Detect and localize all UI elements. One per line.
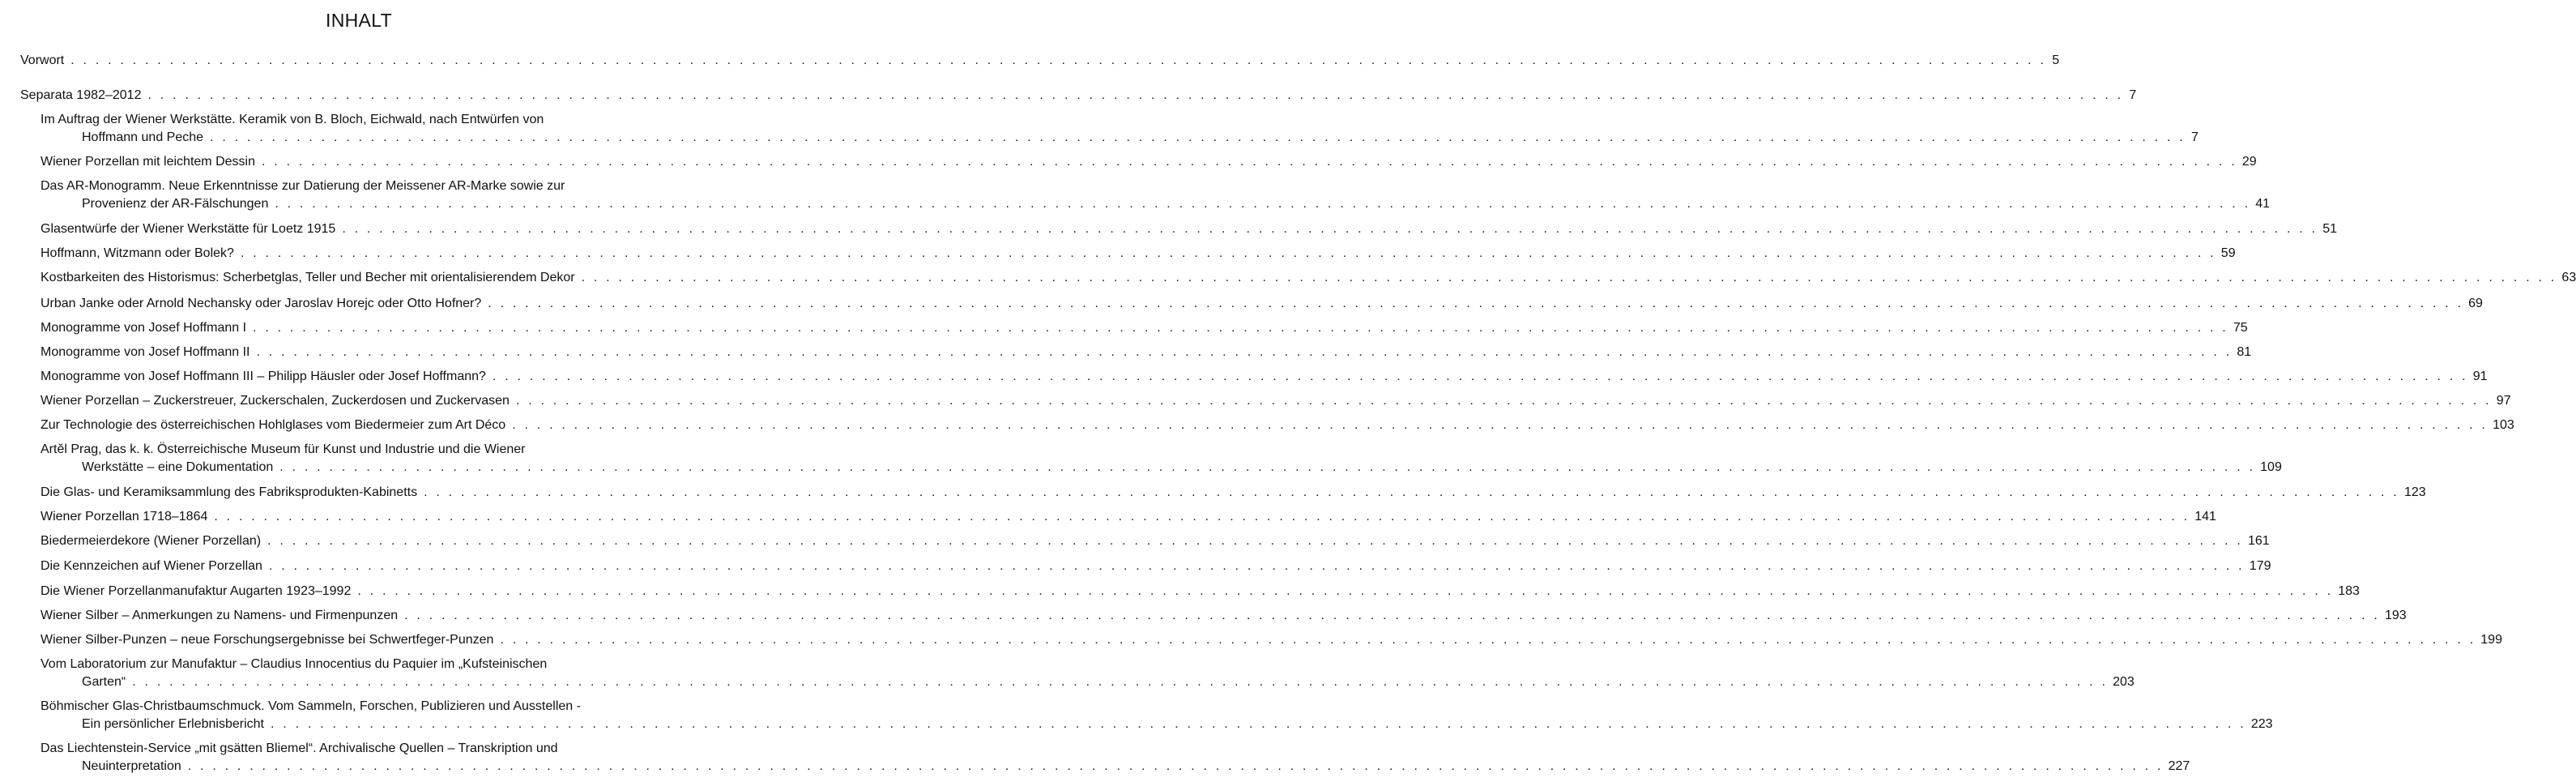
page-number: 75 [2233, 321, 2248, 335]
toc-entry[interactable] [41, 631, 2502, 649]
toc-entry[interactable] [41, 344, 2252, 361]
dot-leader: . . . . . . . . . . . . . . . . . . . . . . . . . . . . . . . . . . . . . . . . . . . . . . . . . . . . . . . . . . . . . . . . . . . . . . . . . . . . . . . . . . . . . . . . . . . . . . . . . . . . . . . . . . . . . . . . . . . . . . . . . . . . . . . . . . . . . . . . . . . . . . . . . . . . . . . . . . . . . . . . [424, 485, 2399, 499]
toc-entry[interactable] [41, 441, 2282, 476]
dot-leader: . . . . . . . . . . . . . . . . . . . . . . . . . . . . . . . . . . . . . . . . . . . . . . . . . . . . . . . . . . . . . . . . . . . . . . . . . . . . . . . . . . . . . . . . . . . . . . . . . . . . . . . . . . . . . . . . . . . . . . . . . . . . . . . . . . . . . . . . . . . . . . . . . . . . . . . . . . . . . . . . [214, 510, 2190, 523]
dot-leader: . . . . . . . . . . . . . . . . . . . . . . . . . . . . . . . . . . . . . . . . . . . . . . . . . . . . . . . . . . . . . . . . . . . . . . . . . . . . . . . . . . . . . . . . . . . . . . . . . . . . . . . . . . . . . . . . . . . . . . . . . . . . . . . . . . . . . . . . . . . . . . . . . . . . . . . . . . . . . . . . [147, 88, 2124, 102]
page-title: INHALT [326, 10, 392, 31]
entry-title-line: Vom Laboratorium zur Manufaktur – Claudius Innocentius du Paquier im „Kufsteinischen [41, 657, 548, 671]
page-number: 183 [2338, 584, 2360, 598]
entry-title: Vorwort [20, 53, 65, 67]
dot-leader: . . . . . . . . . . . . . . . . . . . . . . . . . . . . . . . . . . . . . . . . . . . . . . . . . . . . . . . . . . . . . . . . . . . . . . . . . . . . . . . . . . . . . . . . . . . . . . . . . . . . . . . . . . . . . . . . . . . . . . . . . . . . . . . . . . . . . . . . . . . . . . . . . . . . . . . . . . . . . . . . [240, 246, 2216, 260]
dot-leader: . . . . . . . . . . . . . . . . . . . . . . . . . . . . . . . . . . . . . . . . . . . . . . . . . . . . . . . . . . . . . . . . . . . . . . . . . . . . . . . . . . . . . . . . . . . . . . . . . . . . . . . . . . . . . . . . . . . . . . . . . . . . . . . . . . . . . . . . . . . . . . . . . . . . . . . . . . . . . . . . [342, 222, 2318, 236]
dot-leader: . . . . . . . . . . . . . . . . . . . . . . . . . . . . . . . . . . . . . . . . . . . . . . . . . . . . . . . . . . . . . . . . . . . . . . . . . . . . . . . . . . . . . . . . . . . . . . . . . . . . . . . . . . . . . . . . . . . . . . . . . . . . . . . . . . . . . . . . . . . . . . . . . . . . . . . . . . . . . . . . [268, 559, 2245, 573]
entry-title-line: Im Auftrag der Wiener Werkstätte. Keramik von B. Bloch, Eichwald, nach Entwürfen von [41, 113, 544, 126]
dot-leader: . . . . . . . . . . . . . . . . . . . . . . . . . . . . . . . . . . . . . . . . . . . . . . . . . . . . . . . . . . . . . . . . . . . . . . . . . . . . . . . . . . . . . . . . . . . . . . . . . . . . . . . . . . . . . . . . . . . . . . . . . . . . . . . . . . . . . . . . . . . . . . . . . . . . . . . . . . . . . . . . [279, 460, 2256, 474]
entry-title: Wiener Silber-Punzen – neue Forschungsergebnisse bei Schwertfeger-Punzen [41, 633, 494, 647]
page-number: 141 [2194, 510, 2216, 523]
toc-entry[interactable] [41, 245, 2236, 263]
dot-leader: . . . . . . . . . . . . . . . . . . . . . . . . . . . . . . . . . . . . . . . . . . . . . . . . . . . . . . . . . . . . . . . . . . . . . . . . . . . . . . . . . . . . . . . . . . . . . . . . . . . . . . . . . . . . . . . . . . . . . . . . . . . . . . . . . . . . . . . . . . . . . . . . . . . . . . . . . . . . . . . . [256, 345, 2233, 359]
dot-leader: . . . . . . . . . . . . . . . . . . . . . . . . . . . . . . . . . . . . . . . . . . . . . . . . . . . . . . . . . . . . . . . . . . . . . . . . . . . . . . . . . . . . . . . . . . . . . . . . . . . . . . . . . . . . . . . . . . . . . . . . . . . . . . . . . . . . . . . . . . . . . . . . . . . . . . . . . . . . . . . . [500, 633, 2476, 647]
page-number: 7 [2129, 88, 2137, 102]
page-number: 5 [2052, 53, 2060, 67]
toc-entry[interactable] [41, 177, 2271, 213]
entry-title: Separata 1982–2012 [20, 88, 142, 102]
entry-title-line: Böhmischer Glas-Christbaumschmuck. Vom Sammeln, Forschen, Publizieren und Ausstellen - [41, 699, 581, 713]
dot-leader: . . . . . . . . . . . . . . . . . . . . . . . . . . . . . . . . . . . . . . . . . . . . . . . . . . . . . . . . . . . . . . . . . . . . . . . . . . . . . . . . . . . . . . . . . . . . . . . . . . . . . . . . . . . . . . . . . . . . . . . . . . . . . . . . . . . . . . . . . . . . . . . . . . . . . . . . . . . . . . . . [512, 418, 2489, 432]
page-number: 227 [2168, 759, 2190, 773]
dot-leader: . . . . . . . . . . . . . . . . . . . . . . . . . . . . . . . . . . . . . . . . . . . . . . . . . . . . . . . . . . . . . . . . . . . . . . . . . . . . . . . . . . . . . . . . . . . . . . . . . . . . . . . . . . . . . . . . . . . . . . . . . . . . . . . . . . . . . . . . . . . . . . . . . . . . . . . . . . . . . . . . [267, 534, 2243, 548]
dot-leader: . . . . . . . . . . . . . . . . . . . . . . . . . . . . . . . . . . . . . . . . . . . . . . . . . . . . . . . . . . . . . . . . . . . . . . . . . . . . . . . . . . . . . . . . . . . . . . . . . . . . . . . . . . . . . . . . . . . . . . . . . . . . . . . . . . . . . . . . . . . . . . . . . . . . . . . . . . . . . . . . [187, 759, 2164, 773]
dot-leader: . . . . . . . . . . . . . . . . . . . . . . . . . . . . . . . . . . . . . . . . . . . . . . . . . . . . . . . . . . . . . . . . . . . . . . . . . . . . . . . . . . . . . . . . . . . . . . . . . . . . . . . . . . . . . . . . . . . . . . . . . . . . . . . . . . . . . . . . . . . . . . . . . . . . . . . . . . . . . . . . [488, 297, 2464, 310]
toc-entry[interactable] [41, 607, 2407, 625]
dot-leader: . . . . . . . . . . . . . . . . . . . . . . . . . . . . . . . . . . . . . . . . . . . . . . . . . . . . . . . . . . . . . . . . . . . . . . . . . . . . . . . . . . . . . . . . . . . . . . . . . . . . . . . . . . . . . . . . . . . . . . . . . . . . . . . . . . . . . . . . . . . . . . . . . . . . . . . . . . . . . . . . [253, 321, 2228, 335]
entry-title-cont: Neuinterpretation [82, 759, 181, 773]
entry-title: Wiener Porzellan mit leichtem Dessin [41, 155, 255, 169]
entry-title: Urban Janke oder Arnold Nechansky oder Jaroslav Horejc oder Otto Hofner? [41, 297, 482, 310]
toc-entry[interactable] [41, 583, 2360, 600]
dot-leader: . . . . . . . . . . . . . . . . . . . . . . . . . . . . . . . . . . . . . . . . . . . . . . . . . . . . . . . . . . . . . . . . . . . . . . . . . . . . . . . . . . . . . . . . . . . . . . . . . . . . . . . . . . . . . . . . . . . . . . . . . . . . . . . . . . . . . . . . . . . . . . . . . . . . . . . . . . . . . . . . [404, 609, 2380, 622]
entry-title: Die Wiener Porzellanmanufaktur Augarten 1923–1992 [41, 584, 352, 598]
toc-entry[interactable] [41, 295, 2483, 313]
dot-leader: . . . . . . . . . . . . . . . . . . . . . . . . . . . . . . . . . . . . . . . . . . . . . . . . . . . . . . . . . . . . . . . . . . . . . . . . . . . . . . . . . . . . . . . . . . . . . . . . . . . . . . . . . . . . . . . . . . . . . . . . . . . . . . . . . . . . . . . . . . . . . . . . . . . . . . . . . . . . . . . . [492, 370, 2468, 383]
page-number: 97 [2496, 394, 2511, 408]
toc-entry[interactable] [41, 368, 2488, 386]
entry-title-line: Artěl Prag, das k. k. Österreichische Museum für Kunst und Industrie und die Wiener [41, 442, 526, 456]
page-number: 81 [2237, 345, 2252, 359]
dot-leader: . . . . . . . . . . . . . . . . . . . . . . . . . . . . . . . . . . . . . . . . . . . . . . . . . . . . . . . . . . . . . . . . . . . . . . . . . . . . . . . . . . . . . . . . . . . . . . . . . . . . . . . . . . . . . . . . . . . . . . . . . . . . . . . . . . . . . . . . . . . . . . . . . . . . . . . . . . . . . . . . [132, 675, 2109, 689]
dot-leader: . . . . . . . . . . . . . . . . . . . . . . . . . . . . . . . . . . . . . . . . . . . . . . . . . . . . . . . . . . . . . . . . . . . . . . . . . . . . . . . . . . . . . . . . . . . . . . . . . . . . . . . . . . . . . . . . . . . . . . . . . . . . . . . . . . . . . . . . . . . . . . . . . . . . . . . . . . . . . . . . [271, 717, 2246, 731]
toc-entry[interactable] [41, 319, 2248, 337]
page-number: 161 [2247, 534, 2270, 548]
entry-title-cont: Hoffmann und Peche [82, 130, 204, 144]
toc-entry[interactable] [41, 558, 2271, 575]
entry-title: Hoffmann, Witzmann oder Bolek? [41, 246, 234, 260]
dot-leader: . . . . . . . . . . . . . . . . . . . . . . . . . . . . . . . . . . . . . . . . . . . . . . . . . . . . . . . . . . . . . . . . . . . . . . . . . . . . . . . . . . . . . . . . . . . . . . . . . . . . . . . . . . . . . . . . . . . . . . . . . . . . . . . . . . . . . . . . . . . . . . . . . . . . . . . . . . . . . . . . [261, 155, 2237, 169]
entry-title: Wiener Porzellan 1718–1864 [41, 510, 208, 523]
page-number: 203 [2113, 675, 2135, 689]
page-number: 193 [2384, 609, 2407, 622]
page-number: 41 [2255, 197, 2271, 211]
entry-title: Monogramme von Josef Hoffmann I [41, 321, 247, 335]
page-number: 63 [2561, 271, 2576, 284]
entry-title: Biedermeierdekore (Wiener Porzellan) [41, 534, 262, 548]
entry-title: Kostbarkeiten des Historismus: Scherbetglas, Teller und Becher mit orientalisierendem Dekor [41, 271, 575, 284]
entry-title: Wiener Porzellan – Zuckerstreuer, Zuckerschalen, Zuckerdosen und Zuckervasen [41, 394, 510, 408]
dot-leader: . . . . . . . . . . . . . . . . . . . . . . . . . . . . . . . . . . . . . . . . . . . . . . . . . . . . . . . . . . . . . . . . . . . . . . . . . . . . . . . . . . . . . . . . . . . . . . . . . . . . . . . . . . . . . . . . . . . . . . . . . . . . . . . . . . . . . . . . . . . . . . . . . . . . . . . . . . . . . . . . [210, 130, 2186, 144]
toc-entry[interactable] [20, 52, 2060, 70]
entry-title-cont: Garten“ [82, 675, 126, 689]
dot-leader: . . . . . . . . . . . . . . . . . . . . . . . . . . . . . . . . . . . . . . . . . . . . . . . . . . . . . . . . . . . . . . . . . . . . . . . . . . . . . . . . . . . . . . . . . . . . . . . . . . . . . . . . . . . . . . . . . . . . . . . . . . . . . . . . . . . . . . . . . . . . . . . . . . . . . . . . . . . . . . . . [515, 394, 2492, 408]
page-number: 199 [2480, 633, 2502, 647]
page-number: 69 [2468, 297, 2483, 310]
toc-entry[interactable] [41, 740, 2190, 776]
page-number: 103 [2493, 418, 2514, 432]
entry-title: Die Kennzeichen auf Wiener Porzellan [41, 559, 262, 573]
entry-title-cont: Ein persönlicher Erlebnisbericht [82, 717, 264, 731]
dot-leader: . . . . . . . . . . . . . . . . . . . . . . . . . . . . . . . . . . . . . . . . . . . . . . . . . . . . . . . . . . . . . . . . . . . . . . . . . . . . . . . . . . . . . . . . . . . . . . . . . . . . . . . . . . . . . . . . . . . . . . . . . . . . . . . . . . . . . . . . . . . . . . . . . . . . . . . . . . . . . . . . [70, 53, 2047, 67]
toc-entry[interactable] [41, 698, 2273, 733]
toc-entry[interactable] [41, 392, 2511, 410]
page-number: 123 [2403, 485, 2426, 499]
toc-entry[interactable] [41, 153, 2257, 171]
page-number: 223 [2250, 717, 2273, 731]
toc-entry[interactable] [20, 87, 2137, 105]
page-number: 179 [2249, 559, 2271, 573]
toc-entry[interactable] [41, 220, 2337, 238]
page-number: 7 [2190, 130, 2199, 144]
page-number: 51 [2322, 222, 2337, 236]
entry-title: Monogramme von Josef Hoffmann II [41, 345, 250, 359]
toc-entry[interactable] [41, 417, 2514, 434]
page-number: 91 [2472, 370, 2488, 383]
page-number: 29 [2241, 155, 2257, 169]
toc-entry[interactable] [41, 269, 2576, 287]
dot-leader: . . . . . . . . . . . . . . . . . . . . . . . . . . . . . . . . . . . . . . . . . . . . . . . . . . . . . . . . . . . . . . . . . . . . . . . . . . . . . . . . . . . . . . . . . . . . . . . . . . . . . . . . . . . . . . . . . . . . . . . . . . . . . . . . . . . . . . . . . . . . . . . . . . . . . . . . . . . . . . . . [275, 197, 2251, 211]
entry-title: Wiener Silber – Anmerkungen zu Namens- und Firmenpunzen [41, 609, 399, 622]
toc-entry[interactable] [41, 508, 2216, 526]
page-number: 59 [2220, 246, 2236, 260]
entry-title-line: Das Liechtenstein-Service „mit gsätten Bliemel“. Archivalische Quellen – Transkription und [41, 741, 558, 755]
entry-title: Zur Technologie des österreichischen Hohlglases vom Biedermeier zum Art Déco [41, 418, 506, 432]
toc-entry[interactable] [41, 484, 2426, 502]
toc-entry[interactable] [41, 532, 2270, 550]
dot-leader: . . . . . . . . . . . . . . . . . . . . . . . . . . . . . . . . . . . . . . . . . . . . . . . . . . . . . . . . . . . . . . . . . . . . . . . . . . . . . . . . . . . . . . . . . . . . . . . . . . . . . . . . . . . . . . . . . . . . . . . . . . . . . . . . . . . . . . . . . . . . . . . . . . . . . . . . . . . . . . . . [581, 271, 2557, 284]
dot-leader: . . . . . . . . . . . . . . . . . . . . . . . . . . . . . . . . . . . . . . . . . . . . . . . . . . . . . . . . . . . . . . . . . . . . . . . . . . . . . . . . . . . . . . . . . . . . . . . . . . . . . . . . . . . . . . . . . . . . . . . . . . . . . . . . . . . . . . . . . . . . . . . . . . . . . . . . . . . . . . . . [357, 584, 2334, 598]
entry-title-cont: Werkstätte – eine Dokumentation [82, 460, 274, 474]
toc-entry[interactable] [41, 656, 2135, 691]
entry-title-cont: Provenienz der AR-Fälschungen [82, 197, 269, 211]
entry-title-line: Das AR-Monogramm. Neue Erkenntnisse zur Datierung der Meissener AR-Marke sowie zur [41, 179, 565, 193]
entry-title: Glasentwürfe der Wiener Werkstätte für Loetz 1915 [41, 222, 336, 236]
page-number: 109 [2260, 460, 2282, 474]
entry-title: Die Glas- und Keramiksammlung des Fabriksprodukten-Kabinetts [41, 485, 418, 499]
entry-title: Monogramme von Josef Hoffmann III – Philipp Häusler oder Josef Hoffmann? [41, 370, 486, 383]
toc-entry[interactable] [41, 111, 2199, 147]
